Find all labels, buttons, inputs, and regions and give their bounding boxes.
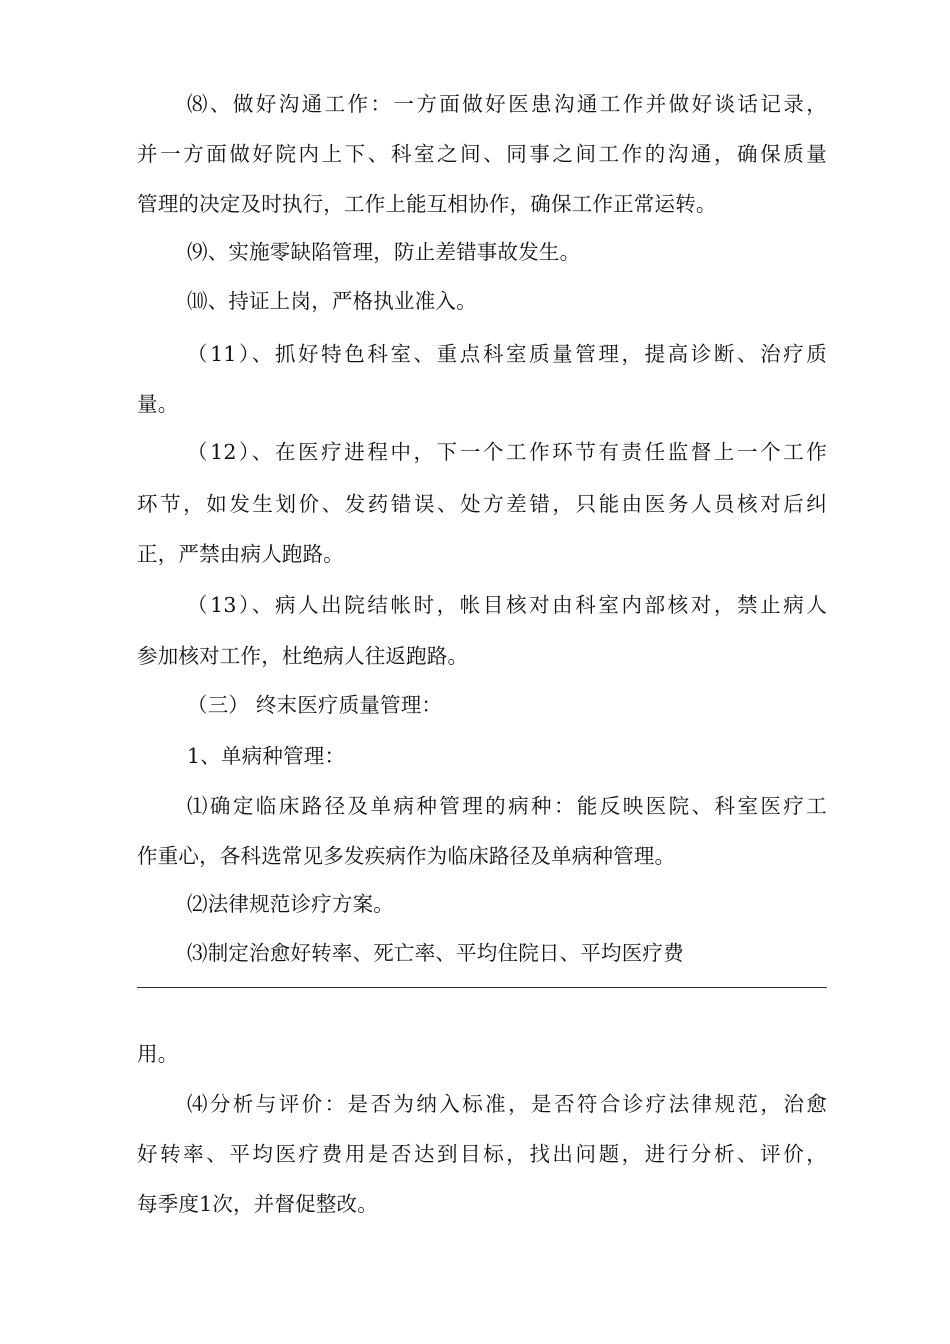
item-2: ⑵法律规范诊疗方案。 (187, 892, 394, 916)
paragraph-12-line-2: 环节，如发生划价、发药错误、处方差错，只能由医务人员核对后纠 (137, 492, 827, 516)
item-1-line-2: 作重心，各科选常见多发疾病作为临床路径及单病种管理。 (137, 844, 676, 868)
page-divider (137, 987, 827, 988)
paragraph-12-line-1: （12）、在医疗进程中，下一个工作环节有责任监督上一个工作 (187, 440, 827, 464)
paragraph-12-line-3: 正，严禁由病人跑路。 (137, 542, 344, 566)
paragraph-13-line-2: 参加核对工作，杜绝病人往返跑路。 (137, 644, 469, 668)
section-heading: （三） 终末医疗质量管理： (187, 693, 443, 717)
item-1-line-1: ⑴确定临床路径及单病种管理的病种：能反映医院、科室医疗工 (187, 794, 827, 818)
item-3-line-2: 用。 (137, 1042, 179, 1066)
item-3-line-1: ⑶制定治愈好转率、死亡率、平均住院日、平均医疗费 (187, 941, 684, 965)
item-4-line-1: ⑷分析与评价：是否为纳入标准，是否符合诊疗法律规范，治愈 (187, 1092, 827, 1116)
paragraph-8-line-3: 管理的决定及时执行，工作上能互相协作，确保工作正常运转。 (137, 192, 717, 216)
item-4-line-3: 每季度1次，并督促整改。 (137, 1192, 378, 1216)
item-4-line-2: 好转率、平均医疗费用是否达到目标，找出问题，进行分析、评价， (137, 1142, 827, 1166)
paragraph-8-line-2: 并一方面做好院内上下、科室之间、同事之间工作的沟通，确保质量 (137, 142, 827, 166)
paragraph-8-line-1: ⑻、做好沟通工作：一方面做好医患沟通工作并做好谈话记录， (187, 92, 827, 116)
paragraph-10: ⑽、持证上岗，严格执业准入。 (187, 289, 477, 313)
paragraph-11-line-2: 量。 (137, 392, 179, 416)
paragraph-13-line-1: （13）、病人出院结帐时，帐目核对由科室内部核对，禁止病人 (187, 593, 827, 617)
paragraph-9: ⑼、实施零缺陷管理，防止差错事故发生。 (187, 240, 581, 264)
subsection-heading: 1、单病种管理： (187, 744, 346, 768)
paragraph-11-line-1: （11）、抓好特色科室、重点科室质量管理，提高诊断、治疗质 (187, 342, 827, 366)
